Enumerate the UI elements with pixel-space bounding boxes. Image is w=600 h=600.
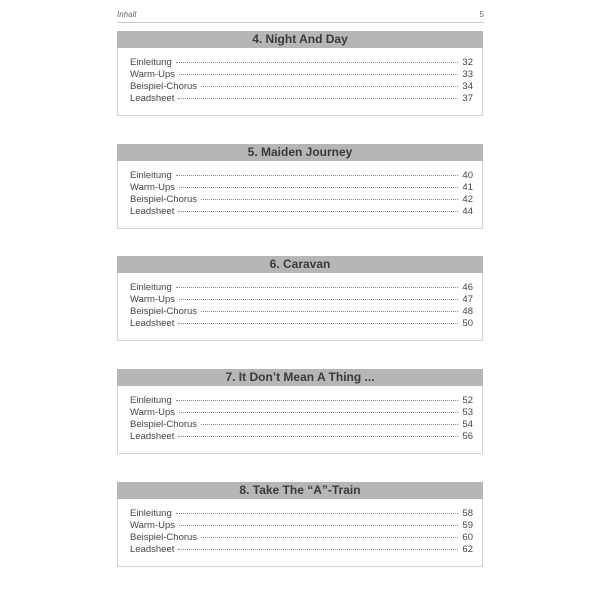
chapter-title: 4. Night And Day [117,31,483,48]
toc-entry[interactable] [130,93,473,105]
chapter-box [117,144,483,229]
dot-leader [201,199,458,200]
toc-entry[interactable] [130,508,473,520]
entry-label: Beispiel-Chorus [130,419,198,430]
entry-page: 46 [462,282,473,293]
section-name: Inhalt [117,10,137,19]
dot-leader [179,74,458,75]
toc-entry[interactable] [130,520,473,532]
toc-entry[interactable] [130,81,473,93]
entry-label: Leadsheet [130,431,175,442]
entry-label: Leadsheet [130,206,175,217]
toc-entries [118,499,482,556]
entry-label: Beispiel-Chorus [130,194,198,205]
toc-entries [118,273,482,330]
entry-page: 33 [462,69,473,80]
toc-entries [118,48,482,105]
entry-page: 56 [462,431,473,442]
entry-page: 54 [462,419,473,430]
toc-entries [118,161,482,218]
toc-entry[interactable] [130,57,473,69]
dot-leader [179,525,458,526]
dot-leader [178,211,458,212]
entry-label: Warm-Ups [130,182,176,193]
dot-leader [201,424,458,425]
dot-leader [176,62,459,63]
toc-entry[interactable] [130,206,473,218]
entry-label: Beispiel-Chorus [130,81,198,92]
toc-entry[interactable] [130,194,473,206]
entry-page: 59 [462,520,473,531]
entry-page: 53 [462,407,473,418]
entry-label: Warm-Ups [130,294,176,305]
toc-entry[interactable] [130,182,473,194]
chapter-box [117,369,483,454]
dot-leader [176,175,459,176]
dot-leader [178,98,458,99]
toc-entry[interactable] [130,532,473,544]
entry-page: 62 [462,544,473,555]
entry-page: 52 [462,395,473,406]
dot-leader [201,86,458,87]
dot-leader [179,412,458,413]
toc-entry[interactable] [130,318,473,330]
dot-leader [201,311,458,312]
entry-label: Einleitung [130,57,172,68]
entry-page: 37 [462,93,473,104]
chapter-title: 8. Take The “A”-Train [117,482,483,499]
toc-entry[interactable] [130,431,473,443]
entry-page: 34 [462,81,473,92]
chapter-title: 5. Maiden Journey [117,144,483,161]
entry-label: Leadsheet [130,544,175,555]
chapter-box [117,482,483,567]
entry-label: Beispiel-Chorus [130,532,198,543]
toc-entry[interactable] [130,294,473,306]
dot-leader [179,299,458,300]
chapter-title: 6. Caravan [117,256,483,273]
toc-entry[interactable] [130,306,473,318]
page-number: 5 [479,10,484,19]
entry-page: 47 [462,294,473,305]
toc-entry[interactable] [130,69,473,81]
toc-entry[interactable] [130,170,473,182]
entry-page: 32 [462,57,473,68]
entry-label: Einleitung [130,508,172,519]
entry-label: Leadsheet [130,318,175,329]
entry-page: 41 [462,182,473,193]
toc-entry[interactable] [130,282,473,294]
entry-label: Einleitung [130,170,172,181]
chapter-box [117,256,483,341]
entry-page: 50 [462,318,473,329]
entry-page: 40 [462,170,473,181]
entry-page: 48 [462,306,473,317]
page-header [117,8,484,23]
entry-page: 42 [462,194,473,205]
entry-page: 60 [462,532,473,543]
dot-leader [178,549,458,550]
entry-label: Warm-Ups [130,407,176,418]
entry-label: Leadsheet [130,93,175,104]
toc-entry[interactable] [130,395,473,407]
chapter-title: 7. It Don’t Mean A Thing ... [117,369,483,386]
entry-label: Warm-Ups [130,69,176,80]
toc-entries [118,386,482,443]
dot-leader [178,436,458,437]
dot-leader [176,400,459,401]
dot-leader [176,513,459,514]
entry-label: Warm-Ups [130,520,176,531]
toc-entry[interactable] [130,419,473,431]
toc-entry[interactable] [130,407,473,419]
dot-leader [179,187,458,188]
chapter-box [117,31,483,116]
entry-label: Einleitung [130,395,172,406]
entry-label: Beispiel-Chorus [130,306,198,317]
entry-label: Einleitung [130,282,172,293]
dot-leader [178,323,458,324]
toc-entry[interactable] [130,544,473,556]
dot-leader [176,287,459,288]
dot-leader [201,537,458,538]
entry-page: 44 [462,206,473,217]
entry-page: 58 [462,508,473,519]
